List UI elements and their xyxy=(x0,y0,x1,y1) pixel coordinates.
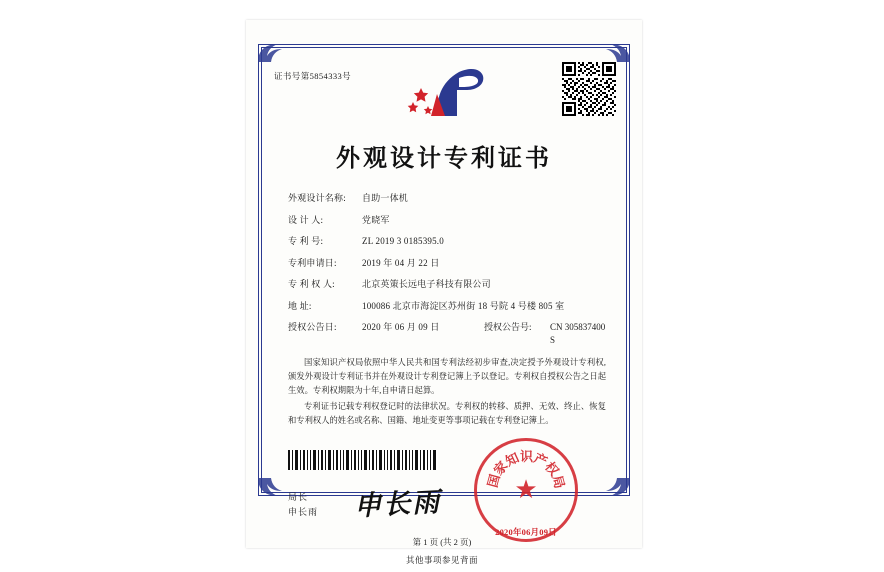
field-address xyxy=(288,300,606,313)
outside-note: 其他事项参见背面 xyxy=(405,555,478,565)
certificate-fields xyxy=(288,192,606,356)
official-seal xyxy=(474,438,578,542)
seal-date: 2020年06月09日 xyxy=(495,527,557,537)
field-value: 2020 年 06 月 09 日 xyxy=(362,322,440,332)
page-title: 外观设计专利证书 xyxy=(336,143,552,172)
field-patentee xyxy=(288,278,606,291)
field-label: 地 址: xyxy=(288,300,312,311)
field-application-date xyxy=(288,257,606,270)
signature-script: 申长雨 xyxy=(353,486,442,523)
field-label: 外观设计名称: xyxy=(288,193,346,203)
barcode xyxy=(288,450,438,470)
signature-title-line1: 局长 xyxy=(288,492,309,502)
legal-body-text xyxy=(288,356,606,430)
field-label: 专 利 权 人: xyxy=(288,279,335,289)
field-label: 专利申请日: xyxy=(288,257,337,268)
signature-title xyxy=(288,490,318,520)
qr-code xyxy=(562,62,616,116)
field-grant-announcement xyxy=(288,321,606,347)
certificate-number: 证书号第5854333号 xyxy=(274,71,352,81)
field-label: 授权公告日: xyxy=(288,322,337,332)
signature-title-line2: 申长雨 xyxy=(288,507,319,517)
legal-paragraph-2: 专利证书记载专利权登记时的法律状况。专利权的转移、质押、无效、终止、恢复和专利权人的姓名或名称、国籍、地址变更等事项记载在专利登记簿上。 xyxy=(288,402,606,425)
field-value: 北京英策长远电子科技有限公司 xyxy=(362,279,491,289)
certificate-sheet xyxy=(246,20,642,548)
field-design-name xyxy=(288,192,606,205)
field-designer xyxy=(288,214,606,227)
page-footer: 第 1 页 (共 2 页) xyxy=(412,537,472,547)
legal-paragraph-1: 国家知识产权局依照中华人民共和国专利法经初步审查,决定授予外观设计专利权,颁发外观设计专利证书并在外观设计专利登记簿上予以登记。专利权自授权公告之日起生效。专利权期限为十年,自申请日起算。 xyxy=(288,358,606,395)
field-patent-number xyxy=(288,235,606,248)
field-value-secondary: CN 305837400 S xyxy=(550,322,606,345)
field-value: 自助一体机 xyxy=(362,193,409,203)
cnipa-emblem-icon xyxy=(401,64,487,120)
field-value: 党晓军 xyxy=(362,214,390,225)
field-label: 设 计 人: xyxy=(288,214,324,225)
field-value: 2019 年 04 月 22 日 xyxy=(362,257,440,268)
field-value: ZL 2019 3 0185395.0 xyxy=(362,236,444,246)
field-label-secondary: 授权公告号: xyxy=(484,322,532,332)
field-value: 100086 北京市海淀区苏州街 18 号院 4 号楼 805 室 xyxy=(362,300,565,311)
field-label: 专 利 号: xyxy=(288,236,324,246)
seal-text: 国 家 知 识 产 权 局 xyxy=(485,450,567,491)
seal-star-icon: ★ xyxy=(514,475,538,504)
